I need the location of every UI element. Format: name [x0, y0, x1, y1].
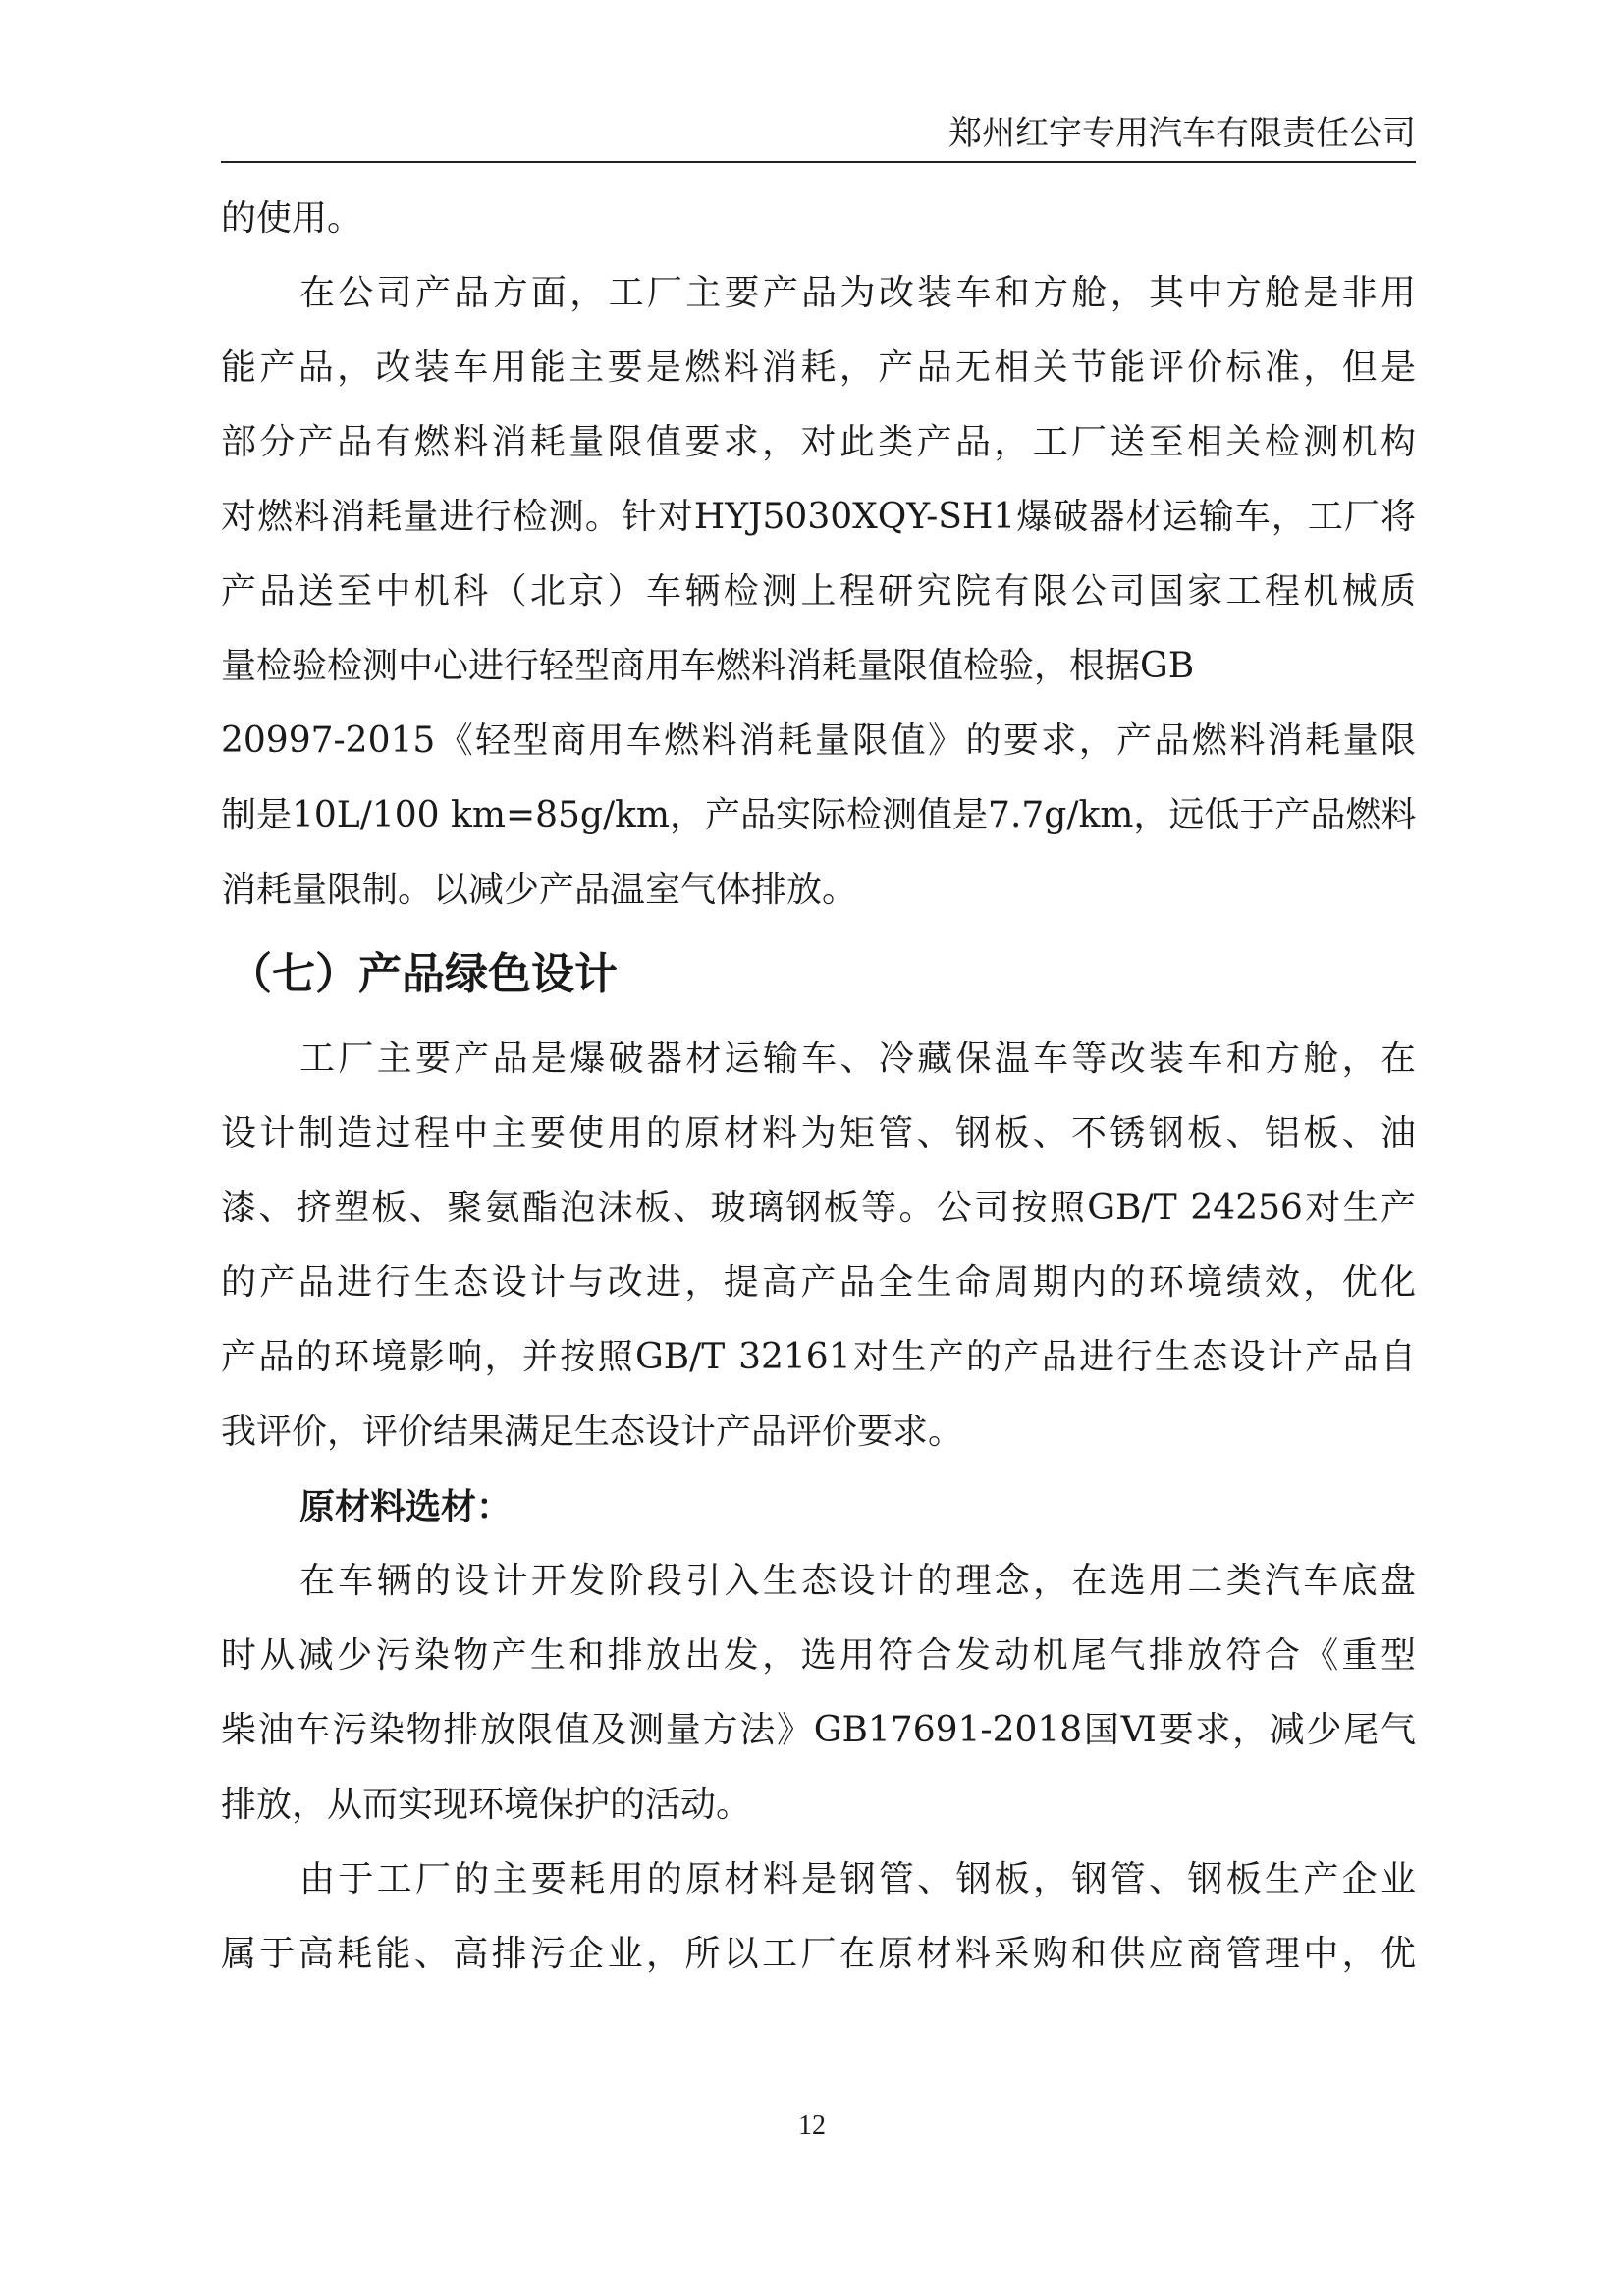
paragraph-line: 排放，从而实现环境保护的活动。	[221, 1785, 752, 1825]
paragraph-line: 20997-2015《轻型商用车燃料消耗量限值》的要求，产品燃料消耗量限	[221, 721, 1416, 761]
paragraph-line: 量检验检测中心进行轻型商用车燃料消耗量限值检验，根据GB	[221, 646, 1195, 686]
paragraph-line: 时从减少污染物产生和排放出发，选用符合发动机尾气排放符合《重型	[221, 1635, 1416, 1676]
subsection-heading: 原材料选材：	[299, 1486, 513, 1527]
company-name: 郑州红宇专用汽车有限责任公司	[948, 114, 1416, 153]
paragraph-line: 设计制造过程中主要使用的原材料为矩管、钢板、不锈钢板、铝板、油	[221, 1113, 1416, 1153]
paragraph-line: 漆、挤塑板、聚氨酯泡沫板、玻璃钢板等。公司按照GB/T 24256对生产	[221, 1188, 1416, 1228]
page-header	[221, 106, 1416, 163]
document-body	[221, 182, 1416, 1992]
section-heading: （七）产品绿色设计	[229, 949, 618, 999]
paragraph-line: 消耗量限制。以减少产品温室气体排放。	[221, 870, 858, 910]
paragraph-line: 的使用。	[221, 198, 363, 239]
paragraph-line: 由于工厂的主要耗用的原材料是钢管、钢板，钢管、钢板生产企业	[299, 1859, 1416, 1899]
paragraph-line: 在公司产品方面，工厂主要产品为改装车和方舱，其中方舱是非用	[299, 273, 1416, 313]
paragraph-line: 能产品，改装车用能主要是燃料消耗，产品无相关节能评价标准，但是	[221, 347, 1416, 388]
page-number: 12	[798, 2110, 826, 2141]
paragraph-line: 我评价，评价结果满足生态设计产品评价要求。	[221, 1412, 964, 1452]
paragraph-line: 对燃料消耗量进行检测。针对HYJ5030XQY-SH1爆破器材运输车，工厂将	[221, 497, 1416, 537]
paragraph-line: 产品的环境影响，并按照GB/T 32161对生产的产品进行生态设计产品自	[221, 1337, 1416, 1377]
paragraph-line: 的产品进行生态设计与改进，提高产品全生命周期内的环境绩效，优化	[221, 1262, 1416, 1303]
paragraph-line: 柴油车污染物排放限值及测量方法》GB17691-2018国Ⅵ要求，减少尾气	[221, 1710, 1416, 1750]
paragraph-line: 在车辆的设计开发阶段引入生态设计的理念，在选用二类汽车底盘	[299, 1561, 1416, 1601]
paragraph-line: 属于高耗能、高排污企业，所以工厂在原材料采购和供应商管理中，优	[221, 1934, 1416, 1974]
paragraph-line: 工厂主要产品是爆破器材运输车、冷藏保温车等改装车和方舱，在	[299, 1039, 1416, 1079]
paragraph-line: 制是10L/100 km=85g/km，产品实际检测值是7.7g/km，远低于产品燃料	[221, 795, 1416, 835]
paragraph-line: 产品送至中机科（北京）车辆检测上程研究院有限公司国家工程机械质	[221, 571, 1416, 612]
paragraph-line: 部分产品有燃料消耗量限值要求，对此类产品，工厂送至相关检测机构	[221, 422, 1416, 462]
